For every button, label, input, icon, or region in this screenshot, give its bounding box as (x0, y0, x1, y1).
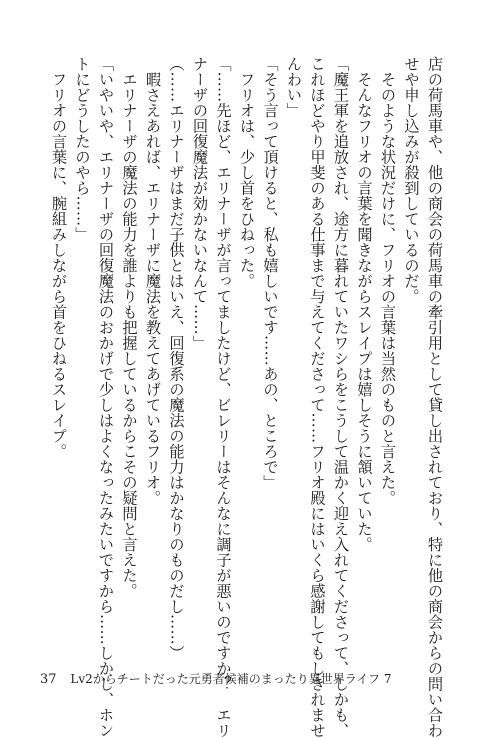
book-title: Lv2からチートだった元勇者候補のまったり異世界ライフ 7 (70, 672, 392, 686)
text-column: 暇さえあれば、エリナーザに魔法を教えてあげているフリオ。 (144, 56, 162, 506)
text-column: 店の荷馬車や、他の商会の荷馬車の牽引用として貸し出されており、特に他の商会からの問い合わ (426, 56, 444, 738)
text-column: 「いやいや、エリナーザの回復魔法のおかげで少しはよくなったみたいですから……しかし、ホン (97, 56, 115, 738)
text-column: フリオの言葉に、腕組みしながら首をひねるスレイプ。 (50, 56, 68, 459)
text-column: これほどやり甲斐のある仕事まで与えてくださって……フリオ殿にはいくら感謝してもしきれませ (308, 56, 327, 738)
text-column: んわい」 (285, 56, 303, 118)
text-column: 「魔王軍を追放され、途方に暮れていたワシらをこうして温かく迎え入れてくださって、しかも、 (332, 56, 350, 738)
page-number: 37 (40, 672, 57, 687)
text-column: そのような状況だけに、フリオの言葉は当然のものと言えた。 (379, 56, 397, 506)
text-column: せや申し込みが殺到しているのだ。 (402, 56, 421, 304)
text-column: そんなフリオの言葉を聞きながらスレイプは嬉しそうに頷いていた。 (355, 56, 374, 552)
text-column: ナーザの回復魔法が効かないなんて……」 (191, 56, 209, 351)
text-column: （……エリナーザはまだ子供とはいえ、回復系の魔法の能力はかなりのものだし……） (167, 56, 186, 661)
text-column: フリオは、少し首をひねった。 (238, 56, 256, 289)
text-column: トにどうしたのやら……」 (73, 56, 92, 242)
text-column: 「そう言って頂けると、私も嬉しいです……あの、ところで」 (261, 56, 280, 490)
text-column: 「……先ほど、エリナーザが言ってましたけど、ビレリーはそんなに調子が悪いのですか？ エリ (214, 56, 233, 738)
page-footer (40, 670, 392, 687)
text-column: エリナーザの魔法の能力を誰よりも把握しているからこその疑問と言えた。 (120, 56, 139, 599)
